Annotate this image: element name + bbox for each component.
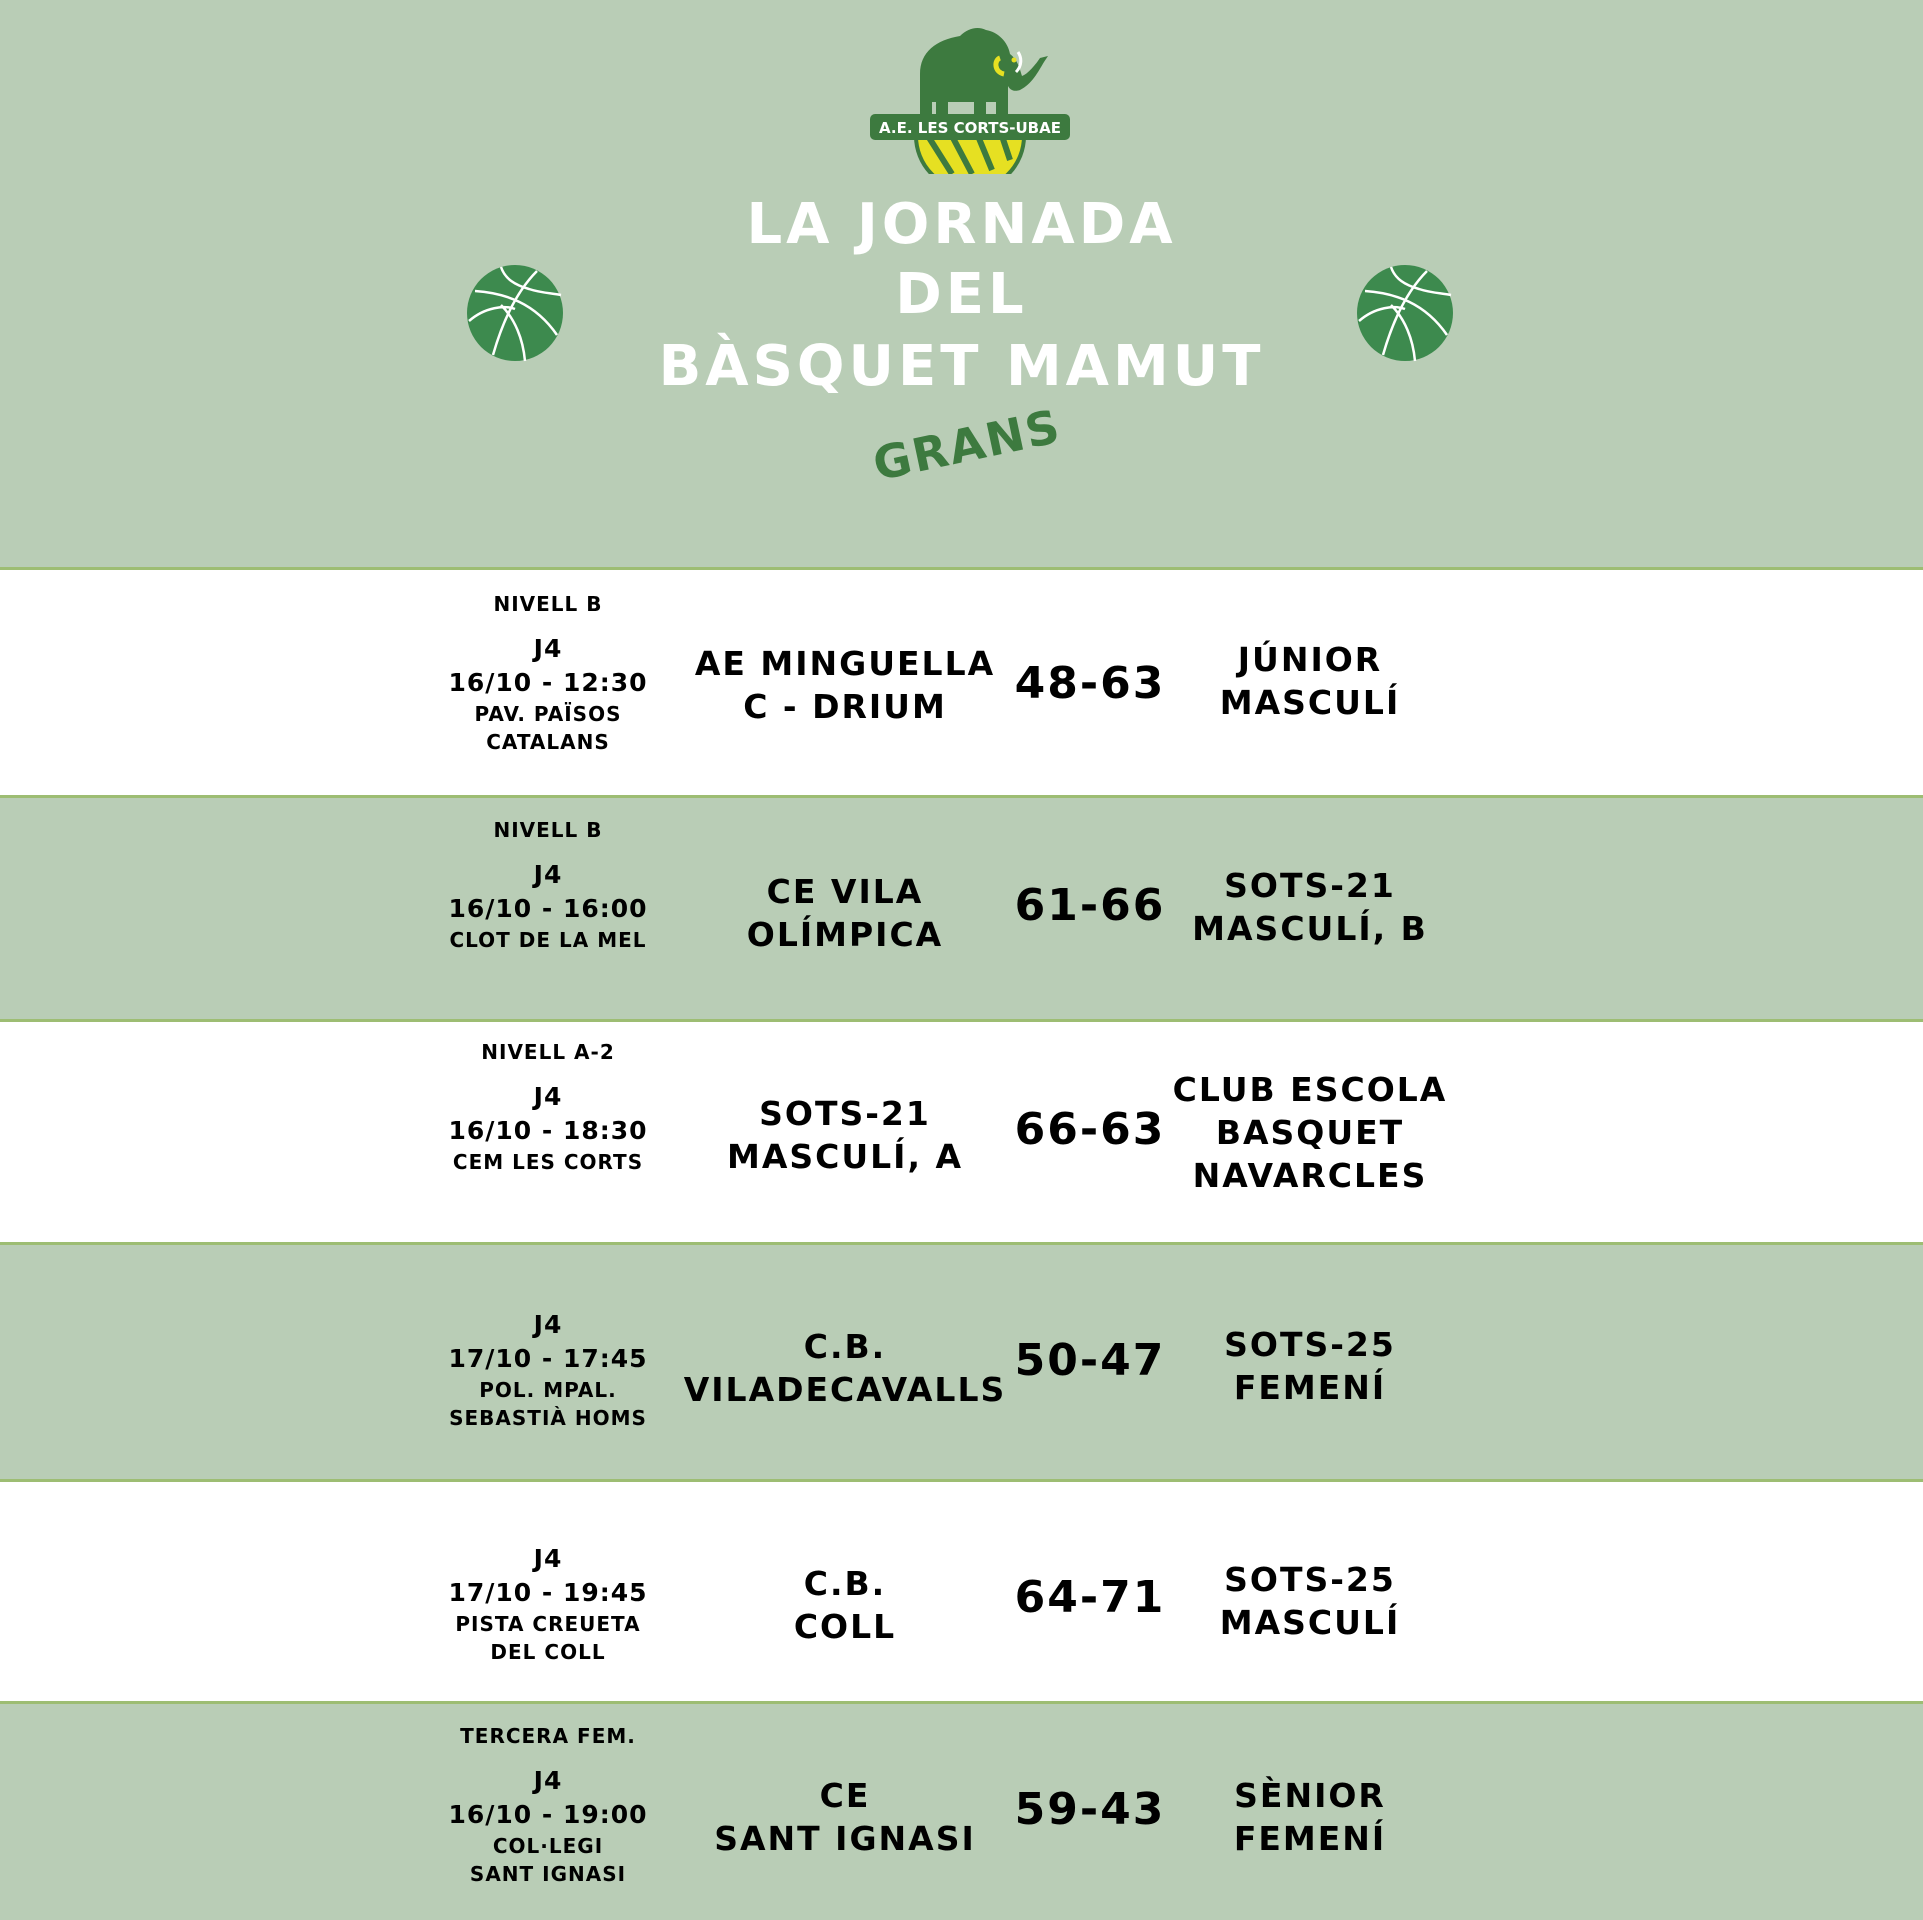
match-round: J4 — [533, 1544, 563, 1573]
home-team-line: OLÍMPICA — [746, 915, 944, 954]
match-row — [0, 1019, 1923, 1242]
page-title-line-2: DEL — [895, 262, 1028, 327]
match-round: J4 — [533, 1310, 563, 1339]
match-venue: PAV. PAÏSOS — [474, 702, 622, 726]
home-team — [670, 642, 1020, 728]
away-team-line: MASCULÍ — [1219, 683, 1401, 722]
away-team-line: CLUB ESCOLA — [1172, 1070, 1448, 1109]
away-team — [1150, 1774, 1470, 1860]
club-logo — [868, 14, 1072, 174]
home-team-line: C - DRIUM — [743, 687, 947, 726]
match-datetime: 16/10 - 19:00 — [448, 1800, 648, 1829]
away-team-line: SOTS-25 — [1224, 1560, 1396, 1599]
match-datetime: 17/10 - 19:45 — [448, 1578, 648, 1607]
logo-text: A.E. LES CORTS-UBAE — [879, 119, 1061, 137]
away-team-line: MASCULÍ — [1219, 1603, 1401, 1642]
home-team — [670, 1325, 1020, 1411]
match-row — [0, 1242, 1923, 1479]
home-team-line: SANT IGNASI — [714, 1819, 976, 1858]
match-level: TERCERA FEM. — [460, 1724, 636, 1748]
mammoth-icon — [920, 28, 1048, 119]
match-row — [0, 1701, 1923, 1920]
match-venue: SANT IGNASI — [469, 1862, 627, 1886]
away-team-line: SOTS-25 — [1224, 1325, 1396, 1364]
header — [0, 0, 1923, 567]
match-score: 64-71 — [1014, 1572, 1166, 1623]
away-team-line: FEMENÍ — [1233, 1819, 1387, 1858]
match-score: 50-47 — [1014, 1335, 1166, 1386]
away-team — [1150, 1558, 1470, 1644]
page-subtitle: GRANS — [868, 398, 1066, 492]
home-team-line: C.B. — [803, 1327, 887, 1366]
match-datetime: 16/10 - 16:00 — [448, 894, 648, 923]
match-info — [418, 1542, 678, 1666]
match-info — [418, 1724, 678, 1888]
match-level: NIVELL B — [493, 592, 603, 616]
match-score: 59-43 — [1014, 1784, 1166, 1835]
match-venue: CEM LES CORTS — [452, 1150, 644, 1174]
match-round: J4 — [533, 1082, 563, 1111]
away-team — [1150, 864, 1470, 950]
home-team-line: COLL — [793, 1607, 897, 1646]
match-info — [418, 1308, 678, 1432]
away-team — [1150, 1323, 1470, 1409]
match-info — [418, 592, 678, 756]
match-level: NIVELL A-2 — [481, 1040, 615, 1064]
match-info — [418, 1040, 678, 1176]
match-row — [0, 567, 1923, 795]
home-team-line: VILADECAVALLS — [683, 1370, 1007, 1409]
page-title-line-3: BÀSQUET MAMUT — [658, 334, 1265, 399]
match-score: 61-66 — [1014, 880, 1166, 931]
home-team-line: CE VILA — [766, 872, 924, 911]
match-venue: SEBASTIÀ HOMS — [449, 1406, 647, 1430]
away-team-line: BASQUET — [1215, 1113, 1405, 1152]
match-venue: CATALANS — [486, 730, 610, 754]
away-team-line: MASCULÍ, B — [1192, 909, 1428, 948]
match-venue: COL·LEGI — [492, 1834, 604, 1858]
match-score: 48-63 — [1014, 658, 1166, 709]
match-venue: DEL COLL — [490, 1640, 606, 1664]
match-round: J4 — [533, 1766, 563, 1795]
away-team-line: SÈNIOR — [1234, 1776, 1386, 1815]
match-round: J4 — [533, 860, 563, 889]
match-row — [0, 795, 1923, 1019]
away-team-line: NAVARCLES — [1192, 1156, 1428, 1195]
match-datetime: 16/10 - 18:30 — [448, 1116, 648, 1145]
page-title-line-1: LA JORNADA — [746, 192, 1177, 257]
home-team — [670, 1774, 1020, 1860]
away-team — [1150, 1068, 1470, 1197]
match-venue: PISTA CREUETA — [455, 1612, 641, 1636]
home-team-line: AE MINGUELLA — [694, 644, 996, 683]
away-team — [1150, 638, 1470, 724]
home-team-line: SOTS-21 — [759, 1094, 931, 1133]
match-info — [418, 818, 678, 954]
home-team — [670, 870, 1020, 956]
match-level: NIVELL B — [493, 818, 603, 842]
home-team-line: MASCULÍ, A — [726, 1137, 964, 1176]
match-datetime: 17/10 - 17:45 — [448, 1344, 648, 1373]
match-round: J4 — [533, 634, 563, 663]
match-row — [0, 1479, 1923, 1701]
home-team-line: CE — [819, 1776, 871, 1815]
match-venue: CLOT DE LA MEL — [449, 928, 647, 952]
away-team-line: SOTS-21 — [1224, 866, 1396, 905]
match-venue: POL. MPAL. — [479, 1378, 617, 1402]
match-datetime: 16/10 - 12:30 — [448, 668, 648, 697]
away-team-line: FEMENÍ — [1233, 1368, 1387, 1407]
home-team-line: C.B. — [803, 1564, 887, 1603]
away-team-line: JÚNIOR — [1237, 640, 1383, 679]
match-score: 66-63 — [1014, 1104, 1166, 1155]
home-team — [670, 1092, 1020, 1178]
home-team — [670, 1562, 1020, 1648]
